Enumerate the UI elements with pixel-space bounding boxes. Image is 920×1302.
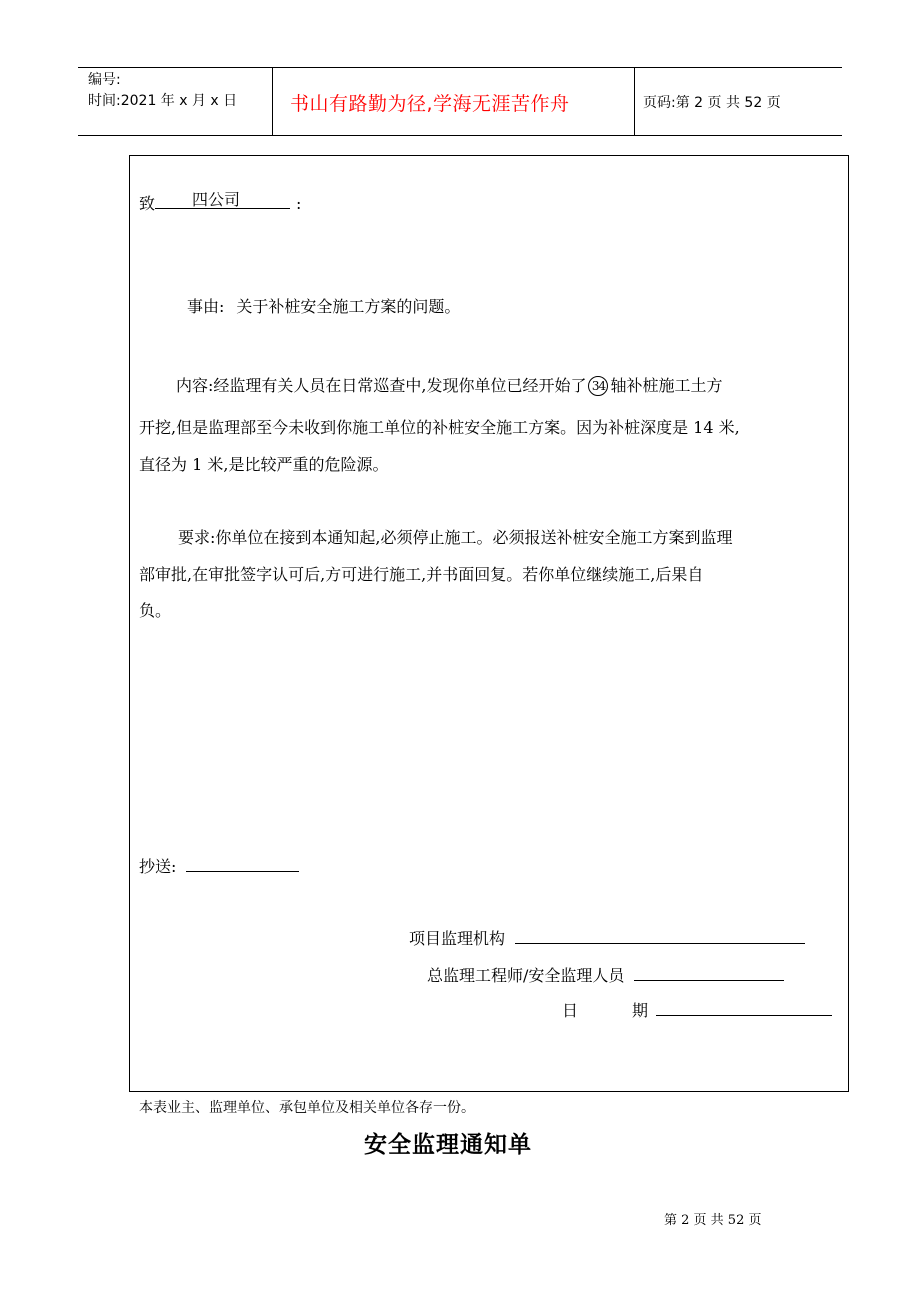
date-field[interactable] [656,997,832,1016]
addressee-suffix: : [296,194,302,213]
form-title: 安全监理通知单 [364,1132,532,1158]
footer-page-number: 第 2 页 共 52 页 [664,1213,762,1228]
header-motto: 书山有路勤为径,学海无涯苦作舟 [290,93,570,115]
engineer-label: 总监理工程师/安全监理人员 [427,966,625,985]
header-divider-2 [634,67,635,135]
addressee-prefix: 致 [139,194,156,213]
subject-text: 关于补桩安全施工方案的问题。 [236,297,461,316]
header-divider-1 [272,67,273,135]
subject-label: 事由: [187,297,225,316]
content-line-2: 开挖,但是监理部至今未收到你施工单位的补桩安全施工方案。因为补桩深度是 14 米, [139,418,740,437]
engineer-line [427,962,784,986]
content-line1-b: 轴补桩施工土方 [610,376,723,395]
addressee-line [139,190,301,214]
requirement-line-1: 要求:你单位在接到本通知起,必须停止施工。必须报送补桩安全施工方案到监理 [178,528,733,547]
content-line-3: 直径为 1 米,是比较严重的危险源。 [139,455,389,474]
engineer-signature-field[interactable] [634,962,784,981]
requirement-line-3: 负。 [139,601,172,620]
header-number-label: 编号: [88,72,121,88]
subject-line [187,297,460,317]
cc-label: 抄送: [139,857,177,876]
date-label-1: 日 [562,1001,579,1020]
content-line-1 [176,376,723,396]
date-label-2: 期 [632,1001,649,1020]
org-label: 项目监理机构 [409,929,506,948]
date-line [562,997,832,1021]
footnote: 本表业主、监理单位、承包单位及相关单位各存一份。 [139,1100,475,1116]
header-page-info: 页码:第 2 页 共 52 页 [643,95,781,111]
axis-number-circle: 34 [588,376,608,396]
notice-form-box [129,155,849,1092]
addressee-underline [155,190,290,209]
cc-line [139,853,299,877]
org-line [409,925,805,949]
cc-field[interactable] [186,853,299,872]
header-top-rule [78,67,842,68]
addressee-recipient: 四公司 [192,190,241,209]
header-bottom-rule [78,135,842,136]
requirement-line-2: 部审批,在审批签字认可后,方可进行施工,并书面回复。若你单位继续施工,后果自 [139,565,704,584]
org-signature-field[interactable] [515,925,805,944]
content-line1-a: 内容:经监理有关人员在日常巡查中,发现你单位已经开始了 [176,376,587,395]
header-time: 时间:2021 年 x 月 x 日 [88,93,238,109]
